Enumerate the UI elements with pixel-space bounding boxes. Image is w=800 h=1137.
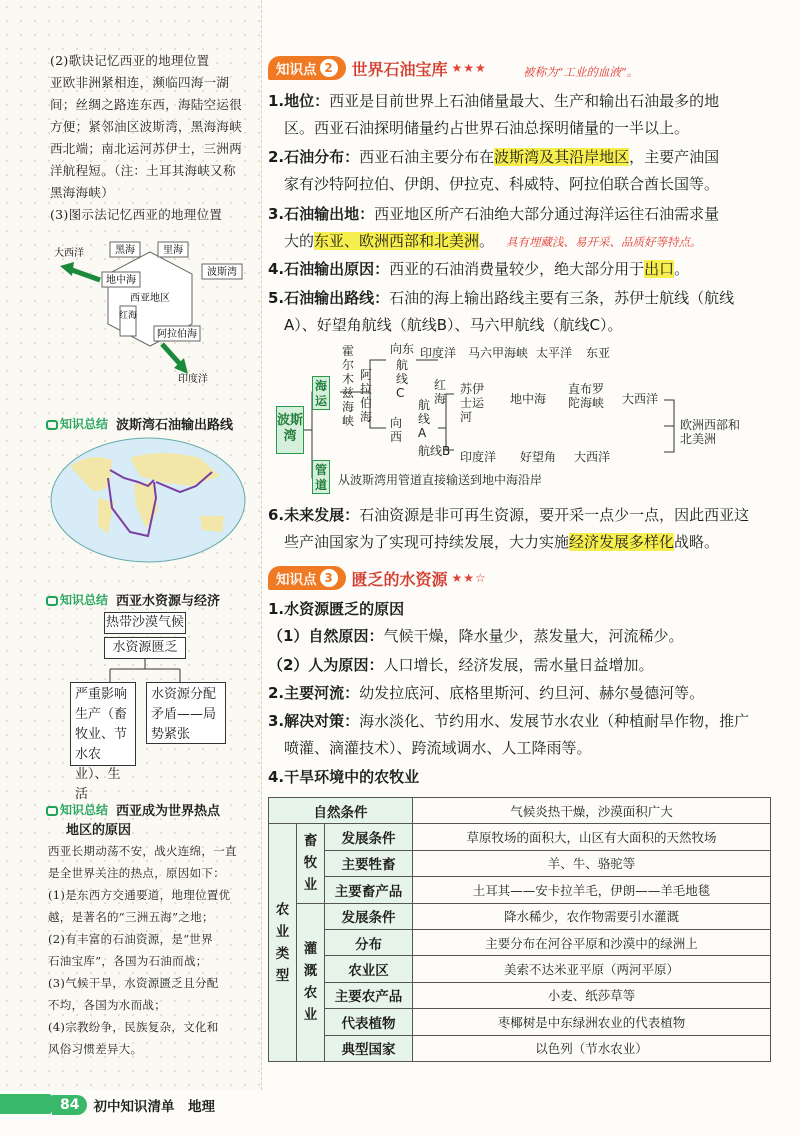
summary-heading-oil-routes: 知识总结 波斯湾石油输出路线	[46, 414, 233, 433]
flow-c4: 东亚	[586, 346, 611, 360]
table-row-label: 发展条件	[325, 824, 413, 850]
table-cell: 以色列（节水农业）	[413, 1035, 771, 1061]
handwritten-note-quality: 具有埋藏浅、易开采、品质好等特点。	[506, 235, 702, 249]
diagram-center-label: 西亚地区	[130, 293, 170, 304]
hotspot-line: 不均，各国为水而战；	[48, 998, 166, 1012]
p-rivers: 2.主要河流：幼发拉底河、底格里斯河、约旦河、赫尔曼德河等。	[268, 684, 705, 702]
footer-bar	[0, 1094, 52, 1114]
memo-line: 西北端；南北运河苏伊士，三洲两	[50, 141, 243, 156]
table-row-label: 典型国家	[325, 1035, 413, 1061]
p-export-reason: 4.石油输出原因：西亚的石油消费量较少，绝大部分用于出口。	[268, 260, 690, 278]
diagram-persian-gulf: 波斯湾	[207, 267, 237, 278]
star-rating-icon: ★★☆	[451, 571, 487, 585]
p-solutions: 3.解决对策：海水淡化、节约用水、发展节水农业（种植耐旱作物，推广	[268, 712, 750, 730]
flow-persian-gulf: 波斯湾	[276, 406, 304, 454]
hotspot-line: (4)宗教纷争，民族复杂，文化和	[48, 1020, 219, 1034]
flow-line-a: 航线A	[418, 398, 431, 440]
star-rating-icon: ★★★	[451, 61, 487, 75]
flow-pipe-text: 从波斯湾用管道直接输送到地中海沿岸	[338, 473, 543, 487]
hotspot-line: 风俗习惯差异大。	[48, 1042, 143, 1056]
flow-c2: 马六甲海峡	[468, 346, 529, 360]
hotspot-line: 西亚长期动荡不安，战火连绵，一直	[48, 844, 237, 858]
p-solutions-2: 喷灌、滴灌技术）、跨流域调水、人工降雨等。	[284, 739, 592, 757]
p-status-2: 区。西亚石油探明储量约占世界石油总探明储量的一半以上。	[284, 119, 690, 137]
knowledge-point-3-header: 知识点 3 匮乏的水资源 ★★☆	[268, 566, 487, 590]
page-number: 84	[52, 1095, 87, 1115]
summary-heading-hotspot: 知识总结 西亚成为世界热点	[46, 800, 220, 819]
h-agriculture: 4.干旱环境中的农牧业	[268, 768, 420, 786]
summary-heading-water: 知识总结 西亚水资源与经济	[46, 590, 220, 609]
hotspot-line: (1)是东西方交通要道，地理位置优	[48, 888, 231, 902]
hotspot-line: 是全世界关注的热点，原因如下：	[48, 866, 225, 880]
main-content	[268, 0, 793, 1090]
p-future: 6.未来发展：石油资源是非可再生资源，要开采一点少一点，因此西亚这	[268, 506, 750, 524]
table-group-header: 畜牧业	[297, 824, 325, 903]
table-row-label: 主要农产品	[325, 982, 413, 1008]
p-export-dest: 3.石油输出地：西亚地区所产石油绝大部分通过海洋运往石油需求量	[268, 205, 720, 223]
table-row-label: 分布	[325, 929, 413, 955]
hotspot-line: 石油宝库”，各国为石油而战；	[48, 954, 208, 968]
table-header: 自然条件	[269, 798, 413, 824]
table-cell: 主要分布在河谷平原和沙漠中的绿洲上	[413, 929, 771, 955]
flow-destination: 欧洲西部和北美洲	[680, 418, 741, 446]
memo-line: 黑海海峡）	[50, 185, 115, 200]
box-desert-climate: 热带沙漠气候	[104, 612, 186, 634]
flow-c3: 太平洋	[536, 346, 573, 360]
box-water-scarce: 水资源匮乏	[104, 637, 186, 659]
table-cell: 气候炎热干燥，沙漠面积广大	[413, 798, 771, 824]
table-group-header: 灌溉农业	[297, 903, 325, 1061]
flow-a3: 直布罗陀海峡	[568, 382, 605, 410]
diagram-indian-ocean-label: 印度洋	[178, 374, 208, 385]
flow-b3: 大西洋	[574, 450, 611, 464]
kp-number: 3	[320, 569, 338, 587]
flow-a4: 大西洋	[622, 392, 659, 406]
flow-sea-transport: 海运	[312, 376, 330, 410]
diagram-red-sea: 红海	[118, 311, 138, 321]
hotspot-line: (3)气候干旱，水资源匮乏且分配	[48, 976, 219, 990]
table-row-label: 农业区	[325, 956, 413, 982]
hotspot-line: 越，是著名的“三洲五海”之地；	[48, 910, 214, 924]
table-cell: 羊、牛、骆驼等	[413, 850, 771, 876]
knowledge-point-2-header: 知识点 2 世界石油宝库 ★★★	[268, 56, 487, 80]
table-cell: 草原牧场的面积大，山区有大面积的天然牧场	[413, 824, 771, 850]
p-natural-cause: （1）自然原因：气候干燥，降水量少，蒸发量大，河流稀少。	[268, 627, 684, 645]
p-status: 1.地位：西亚是目前世界上石油储量最大、生产和输出石油最多的地	[268, 92, 720, 110]
oil-route-flowchart	[268, 342, 758, 494]
table-cell: 枣椰树是中东绿洲农业的代表植物	[413, 1009, 771, 1035]
water-flow-connector	[70, 659, 220, 683]
table-cell: 美索不达米亚平原（两河平原）	[413, 956, 771, 982]
flow-west: 向西	[390, 416, 403, 444]
h-water-causes: 1.水资源匮乏的原因	[268, 600, 405, 618]
p-export-dest-2: 大的东亚、欧洲西部和北美洲。	[284, 232, 495, 250]
kp-title: 世界石油宝库	[351, 59, 448, 79]
p-export-routes: 5.石油输出路线：石油的海上输出路线主要有三条，苏伊士航线（航线	[268, 289, 735, 307]
table-row-label: 主要畜产品	[325, 877, 413, 903]
diagram-black-sea: 黑海	[115, 245, 135, 256]
p-export-routes-2: A）、好望角航线（航线B）、马六甲航线（航线C）。	[284, 316, 623, 334]
p-distribution: 2.石油分布：西亚石油主要分布在波斯湾及其沿岸地区，主要产油国	[268, 148, 720, 166]
table-cell: 小麦、纸莎草等	[413, 982, 771, 1008]
memo-line: 方便；紧邻油区波斯湾，黑海海峡	[50, 119, 243, 134]
hotspot-reasons	[48, 840, 260, 1060]
flow-pipeline: 管道	[312, 460, 330, 494]
handwritten-note-blood: 被称为“工业的血液”。	[523, 65, 639, 79]
agriculture-table	[268, 797, 771, 1062]
flow-hormuz: 霍尔木兹海峡	[342, 344, 355, 428]
flow-arabian-sea: 阿拉伯海	[360, 368, 373, 424]
map-australia	[200, 516, 224, 532]
diagram-mediterranean: 地中海	[106, 275, 136, 286]
p-distribution-2: 家有沙特阿拉伯、伊朗、伊拉克、科威特、阿拉伯联合酋长国等。	[284, 175, 720, 193]
memo-line: 间；丝绸之路连东西，海陆空运很	[50, 97, 243, 112]
memo-line: 亚欧非洲紧相连，濒临四海一湖	[50, 75, 230, 90]
box-impact-production: 严重影响生产（畜牧业、节水农业）、生活	[70, 682, 136, 766]
flow-b1: 印度洋	[460, 450, 497, 464]
flow-line-b: 航线B	[418, 444, 451, 458]
flow-east: 向东	[390, 342, 415, 356]
memo-line: 洋航程短。（注：土耳其海峡又称	[50, 163, 236, 178]
diagram-atlantic-label: 大西洋	[54, 248, 84, 259]
p-human-cause: （2）人为原因：人口增长，经济发展，需水量日益增加。	[268, 656, 654, 674]
p-future-2: 些产油国家为了实现可持续发展，大力实施经济发展多样化战略。	[284, 533, 720, 551]
page-footer	[0, 1094, 250, 1116]
memo-heading: (3)图示法记忆西亚的地理位置	[50, 207, 223, 222]
box-water-conflict: 水资源分配矛盾——局势紧张	[146, 682, 226, 744]
table-cell: 土耳其——安卡拉羊毛，伊朗——羊毛地毯	[413, 877, 771, 903]
flow-b2: 好望角	[520, 450, 557, 464]
summary-heading-hotspot-2: 地区的原因	[66, 823, 132, 838]
memo-line: (2)歌诀记忆西亚的地理位置	[50, 53, 210, 68]
diagram-caspian-sea: 里海	[163, 245, 183, 256]
west-asia-location-diagram	[50, 236, 250, 386]
table-cell: 降水稀少，农作物需要引水灌溉	[413, 903, 771, 929]
diagram-arabian-sea: 阿拉伯海	[157, 329, 197, 340]
left-sidebar	[0, 0, 262, 1090]
world-oil-route-map	[50, 436, 246, 564]
table-row-label: 主要牲畜	[325, 850, 413, 876]
table-row-label: 代表植物	[325, 1009, 413, 1035]
memo-verse	[50, 50, 260, 226]
hotspot-line: (2)有丰富的石油资源，是“世界	[48, 932, 213, 946]
kp-number: 2	[320, 59, 338, 77]
flow-c1: 印度洋	[420, 346, 457, 360]
table-row-header: 农业类型	[269, 824, 297, 1062]
flow-line-c: 航线C	[396, 358, 409, 400]
book-title: 初中知识清单 地理	[93, 1099, 215, 1115]
kp-title: 匮乏的水资源	[351, 569, 448, 589]
flow-red-sea: 红海	[434, 378, 447, 406]
table-row-label: 发展条件	[325, 903, 413, 929]
flow-a1: 苏伊士运河	[460, 382, 485, 424]
flow-a2: 地中海	[510, 392, 547, 406]
